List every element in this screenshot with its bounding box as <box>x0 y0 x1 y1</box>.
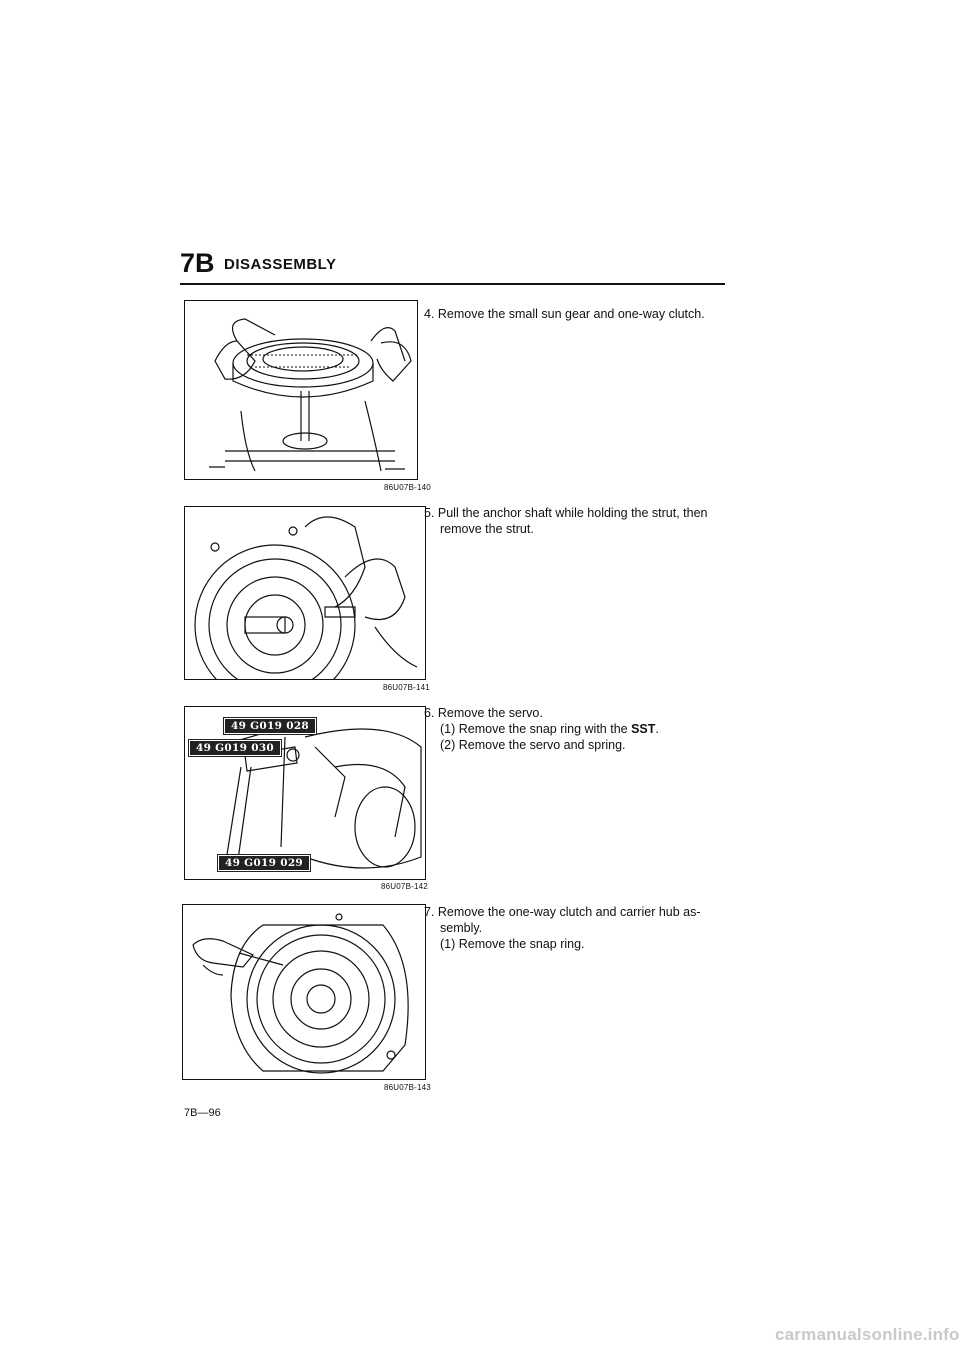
substep-text: (1) Remove the snap ring with the <box>440 722 632 736</box>
tool-label: 49 G019 028 <box>224 718 316 734</box>
section-title: DISASSEMBLY <box>224 256 337 273</box>
watermark: carmanualsonline.info <box>775 1325 960 1344</box>
figure-servo-removal <box>184 706 426 880</box>
step-4 <box>424 306 744 322</box>
header-rule <box>180 283 725 285</box>
substep-punct: . <box>655 722 659 736</box>
substep-2: (2) Remove the servo and spring. <box>440 738 626 752</box>
step-7 <box>424 904 744 952</box>
figure-code: 86U07B-143 <box>384 1083 431 1092</box>
tool-label: 49 G019 030 <box>189 740 281 756</box>
step-line: 5. Pull the anchor shaft while holding the strut, then <box>424 506 708 520</box>
step-line: 4. Remove the small sun gear and one-way clutch. <box>424 307 705 321</box>
section-header <box>180 248 725 288</box>
step-5 <box>424 505 744 537</box>
step-title: 6. Remove the servo. <box>424 706 543 720</box>
tool-label: 49 G019 029 <box>218 855 310 871</box>
figure-sun-gear-removal <box>184 300 418 480</box>
step-line: remove the strut. <box>440 522 534 536</box>
figure-code: 86U07B-142 <box>381 882 428 891</box>
page-number: 7B—96 <box>184 1107 221 1119</box>
illustration-anchor-shaft <box>185 507 425 679</box>
step-line: 7. Remove the one-way clutch and carrier hub as- <box>424 905 701 919</box>
section-number: 7B <box>180 248 215 278</box>
step-line: (1) Remove the snap ring. <box>440 937 585 951</box>
figure-anchor-shaft <box>184 506 426 680</box>
figure-code: 86U07B-141 <box>383 683 430 692</box>
step-6 <box>424 705 744 753</box>
figure-snap-ring <box>182 904 426 1080</box>
illustration-sun-gear <box>185 301 417 479</box>
illustration-snap-ring <box>183 905 425 1079</box>
sst-label: SST <box>631 722 656 736</box>
substep-1 <box>424 721 744 737</box>
figure-code: 86U07B-140 <box>384 483 431 492</box>
step-line: sembly. <box>440 921 483 935</box>
